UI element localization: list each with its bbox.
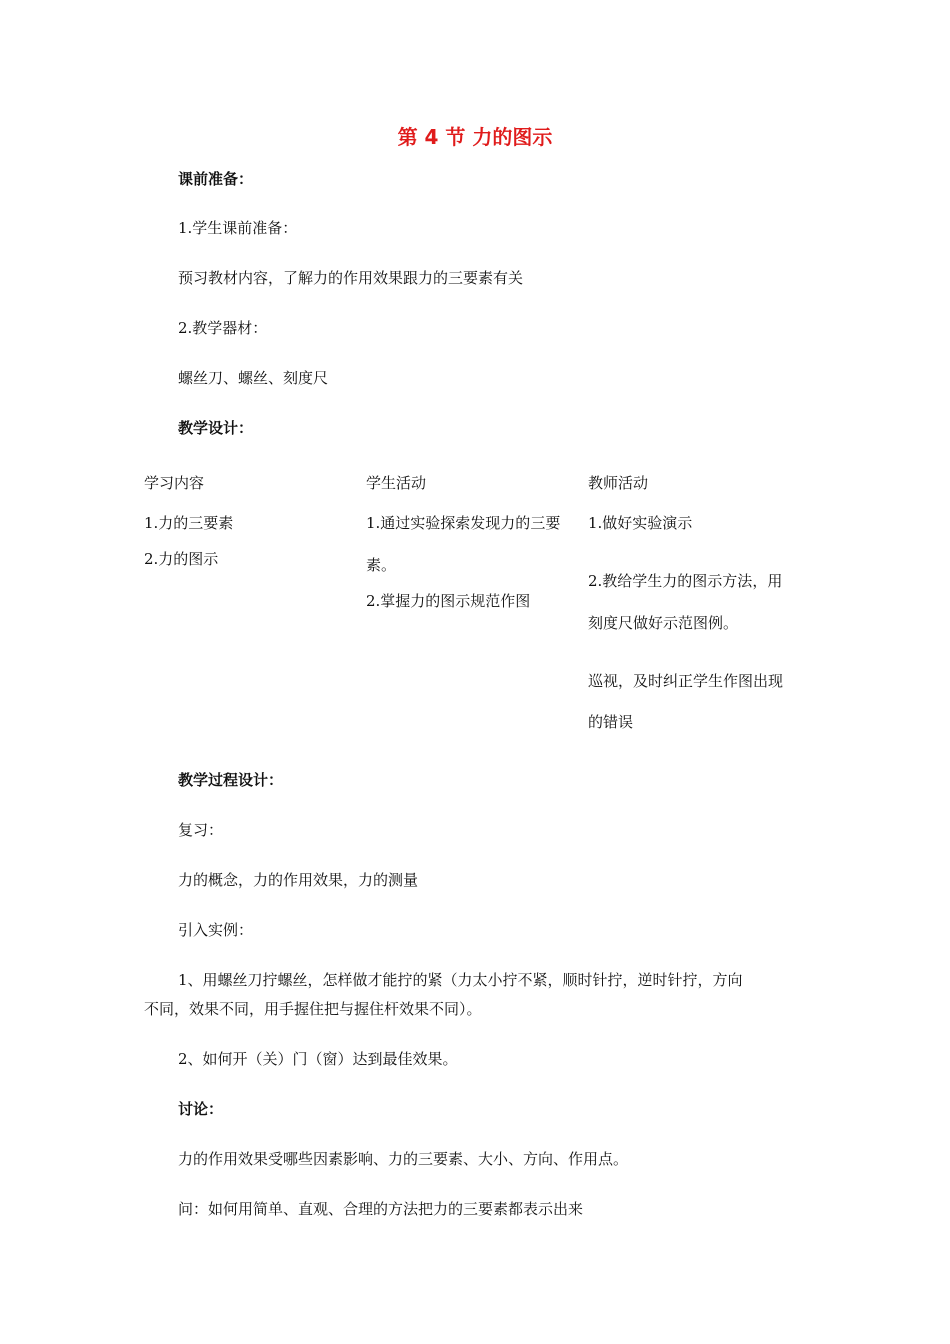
review-text: 力的概念，力的作用效果，力的测量: [178, 871, 419, 889]
example-1-line-1: 1、用螺丝刀拧螺丝，怎样做才能拧的紧（力太小拧不紧，顺时针拧，逆时针拧，方向: [178, 971, 743, 989]
prep-item-2: 2.教学器材：: [178, 319, 268, 337]
table-header-teacher: 教师活动: [588, 474, 649, 492]
table-header-student: 学生活动: [366, 474, 427, 492]
table-cell: 巡视，及时纠正学生作图出现: [588, 672, 784, 690]
table-cell: 1.力的三要素: [144, 514, 234, 532]
table-cell: 2.力的图示: [144, 550, 219, 568]
table-cell: 1.通过实验探索发现力的三要: [366, 514, 561, 532]
example-label: 引入实例：: [178, 921, 254, 939]
table-cell: 素。: [366, 556, 397, 574]
example-1-line-2: 不同，效果不同，用手握住把与握住杆效果不同）。: [144, 1000, 482, 1018]
review-label: 复习：: [178, 821, 224, 839]
table-cell: 刻度尺做好示范图例。: [588, 614, 739, 632]
page-title: 第 4 节 力的图示: [397, 125, 553, 149]
design-heading: 教学设计：: [178, 419, 254, 437]
table-cell: 的错误: [588, 713, 634, 731]
table-cell: 2.教给学生力的图示方法，用: [588, 572, 783, 590]
question-text: 问：如何用简单、直观、合理的方法把力的三要素都表示出来: [178, 1200, 584, 1218]
table-cell: 2.掌握力的图示规范作图: [366, 592, 531, 610]
discuss-heading: 讨论：: [178, 1100, 224, 1118]
prep-item-1: 1.学生课前准备：: [178, 219, 298, 237]
prep-item-2-text: 螺丝刀、螺丝、刻度尺: [178, 369, 329, 387]
prep-item-1-text: 预习教材内容，了解力的作用效果跟力的三要素有关: [178, 269, 524, 287]
prep-heading: 课前准备：: [178, 170, 254, 188]
discuss-text: 力的作用效果受哪些因素影响、力的三要素、大小、方向、作用点。: [178, 1150, 629, 1168]
process-heading: 教学过程设计：: [178, 771, 284, 789]
example-2: 2、如何开（关）门（窗）达到最佳效果。: [178, 1050, 458, 1068]
table-cell: 1.做好实验演示: [588, 514, 693, 532]
table-header-content: 学习内容: [144, 474, 205, 492]
